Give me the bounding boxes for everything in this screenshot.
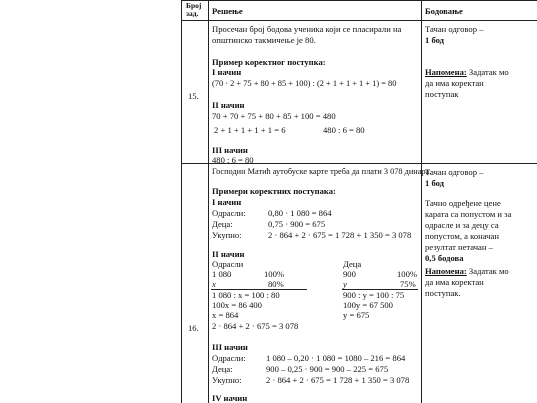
task16-m2-kids-r1a: 900 xyxy=(343,269,356,279)
task16-m3-label-total: Укупно: xyxy=(212,375,242,385)
task15-note-label: Напомена: xyxy=(425,67,467,77)
task16-partial3: одрасле и за децу са xyxy=(425,220,499,230)
task16-note xyxy=(425,266,509,276)
task16-m3-value-adults: 1 080 – 0,20 · 1 080 = 1080 – 216 = 864 xyxy=(266,353,406,363)
table-left-border xyxy=(181,0,182,403)
header-solution: Решење xyxy=(212,6,243,16)
task15-method3-line1: 480 : 6 = 80 xyxy=(212,155,254,165)
task16-number: 16. xyxy=(188,323,199,333)
col-divider-2 xyxy=(421,0,422,403)
task16-partial6: 0,5 бодова xyxy=(425,253,464,263)
task15-statement-text: општинско такмичење је 80. xyxy=(212,35,316,45)
task16-note-text2: да има коректан xyxy=(425,277,484,287)
task15-method2-title: II начин xyxy=(212,100,245,110)
task15-method2-line1: 70 + 70 + 75 + 80 + 85 + 100 = 480 xyxy=(212,111,336,121)
task15-method2-line2a: 2 + 1 + 1 + 1 + 1 = 6 xyxy=(214,125,286,135)
task16-m1-label-total: Укупно: xyxy=(212,230,242,240)
task15-score-line1: Тачан одговор – xyxy=(425,24,484,34)
task15-method1-expr: (70 · 2 + 75 + 80 + 85 + 100) : (2 + 1 + 1 + 1 + 1) = 80 xyxy=(212,79,397,88)
task15-number: 15. xyxy=(188,91,199,101)
task16-m2-adults-r3: 1 080 : x = 100 : 80 xyxy=(212,290,280,300)
col-divider-1 xyxy=(208,0,209,403)
task16-m2-kids-r5: y = 675 xyxy=(343,310,370,320)
task15-note xyxy=(425,67,509,77)
task16-method1-title: I начин xyxy=(212,197,242,207)
task15-note-text1: Задатак мо xyxy=(466,67,509,77)
header-bottom-border xyxy=(181,20,537,21)
task16-m1-label-adults: Одрасли: xyxy=(212,208,246,218)
task16-method2-title: II начин xyxy=(212,249,245,259)
task16-m2-adults-r2b: 80% xyxy=(268,279,284,289)
task16-m2-adults-r1a: 1 080 xyxy=(212,269,232,279)
task16-score-line2: 1 бод xyxy=(425,178,445,188)
task16-note-text3: поступак. xyxy=(425,288,461,298)
task16-m3-value-kids: 900 – 0,25 · 900 = 900 – 225 = 675 xyxy=(266,364,389,374)
task15-method2-line2b: 480 : 6 = 80 xyxy=(323,125,365,135)
task15-examples-title: Пример коректног поступка: xyxy=(212,57,326,67)
task16-examples-title: Примери коректних поступака: xyxy=(212,186,336,196)
task16-m2-kids-r1b: 100% xyxy=(397,269,418,279)
task15-method3-title: III начин xyxy=(212,145,248,155)
task15-statement-line2 xyxy=(212,35,316,45)
task15-statement-line1: Просечан број бодова ученика који се пласирали на xyxy=(212,24,402,34)
task15-method1-title: I начин xyxy=(212,67,242,77)
task16-m1-label-kids: Деца: xyxy=(212,219,233,229)
task16-method3-title: III начин xyxy=(212,342,248,352)
task16-m2-adults-r4: 100x = 86 400 xyxy=(212,300,262,310)
task16-m2-kids-r2a: y xyxy=(343,279,347,289)
task15-note-text2: да има коректан xyxy=(425,78,484,88)
task16-m1-value-adults: 0,80 · 1 080 = 864 xyxy=(268,208,332,218)
task16-partial1: Тачно одређене цене xyxy=(425,198,501,208)
task16-method4-title: IV начин xyxy=(212,393,248,403)
task16-m3-label-kids: Деца: xyxy=(212,364,233,374)
task16-m2-adults-r1b: 100% xyxy=(264,269,285,279)
task16-m2-adults-r2a: x xyxy=(212,279,216,289)
header-num-line2: зад. xyxy=(186,9,199,18)
task16-score-line1: Тачан одговор – xyxy=(425,167,484,177)
task16-partial5: резултат нетачан – xyxy=(425,242,493,252)
task16-note-label: Напомена: xyxy=(425,266,467,276)
task16-m3-value-total: 2 · 864 + 2 · 675 = 1 728 + 1 350 = 3 078 xyxy=(266,375,410,385)
header-num-line1: Број xyxy=(186,1,202,10)
task16-partial2: карата са попустом и за xyxy=(425,209,512,219)
task16-statement: Господин Матић аутобуске карте треба да плати 3 078 динара. xyxy=(212,167,432,176)
task16-m2-kids-r4: 100y = 67 500 xyxy=(343,300,393,310)
task16-m3-label-adults: Одрасли: xyxy=(212,353,246,363)
task16-m2-kids-label: Деца xyxy=(343,259,362,269)
task16-m2-adults-label: Одрасли xyxy=(212,259,244,269)
task16-m2-kids-r2b: 75% xyxy=(400,279,416,289)
task15-score-line2: 1 бод xyxy=(425,35,445,45)
task15-note-text3: поступак xyxy=(425,89,459,99)
table-top-border xyxy=(181,0,537,1)
task16-m2-kids-r3: 900 : y = 100 : 75 xyxy=(343,290,405,300)
task16-m1-value-kids: 0,75 · 900 = 675 xyxy=(268,219,326,229)
task16-note-text1: Задатак мо xyxy=(466,266,509,276)
header-scoring: Бодовање xyxy=(425,6,463,16)
task16-partial4: попустом, а коначан xyxy=(425,231,499,241)
task16-m2-adults-r6: 2 · 864 + 2 · 675 = 3 078 xyxy=(212,321,299,331)
task16-m2-adults-r5: x = 864 xyxy=(212,310,239,320)
task16-m1-value-total: 2 · 864 + 2 · 675 = 1 728 + 1 350 = 3 078 xyxy=(268,230,412,240)
